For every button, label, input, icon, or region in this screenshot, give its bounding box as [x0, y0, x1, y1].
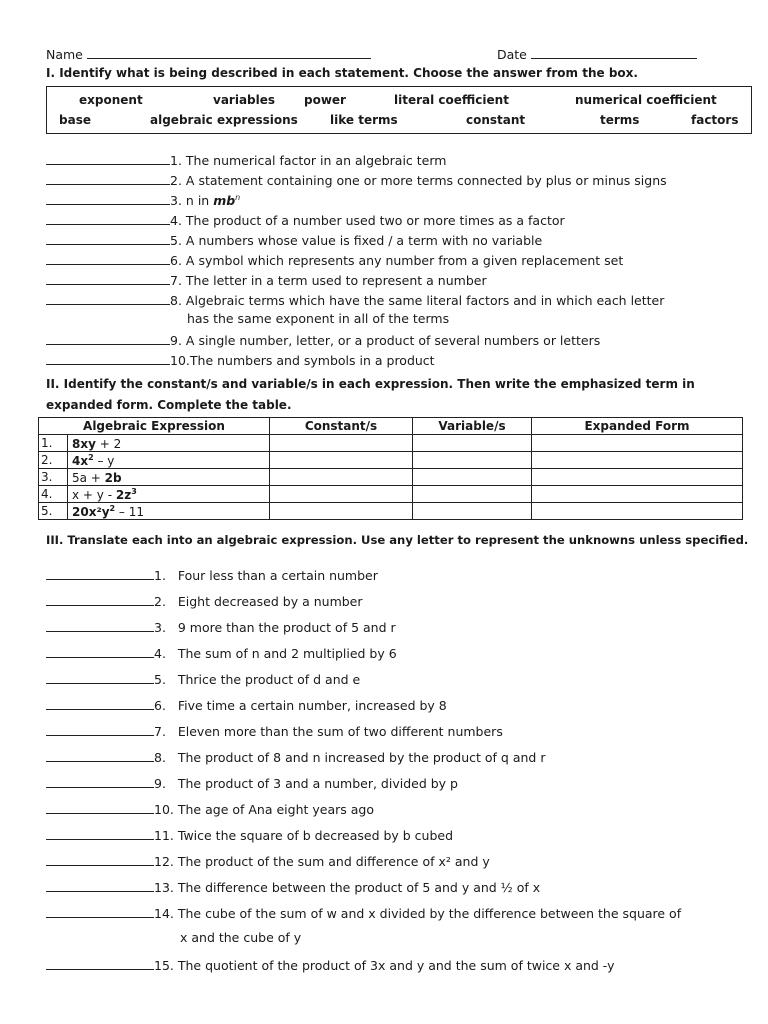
answer-blank[interactable]	[46, 351, 170, 365]
answer-blank[interactable]	[46, 618, 154, 632]
part1-item: 10.The numbers and symbols in a product	[46, 351, 435, 368]
table-row: 1. 8xy + 2	[39, 435, 743, 452]
part1-instruction: I. Identify what is being described in each statement. Choose the answer from the box.	[46, 66, 638, 80]
word-bank-item: constant	[466, 113, 526, 127]
answer-blank[interactable]	[46, 904, 154, 918]
date-line	[497, 46, 697, 62]
part2-instruction-2: expanded form. Complete the table.	[46, 398, 292, 412]
expression-cell: 5a + 2b	[68, 469, 270, 486]
answer-blank[interactable]	[46, 191, 170, 205]
part3-item: 12. The product of the sum and difference of x² and y	[46, 852, 490, 869]
variable-cell[interactable]	[413, 452, 532, 469]
expression-cell: $4x^2$ – y	[68, 452, 270, 469]
part3-item-continuation: x and the cube of y	[180, 930, 302, 945]
answer-blank[interactable]	[46, 670, 154, 684]
variable-cell[interactable]	[413, 469, 532, 486]
answer-blank[interactable]	[46, 722, 154, 736]
col-header: Expanded Form	[532, 418, 743, 435]
part3-instruction: III. Translate each into an algebraic expression. Use any letter to represent the unknowns unless specified.	[46, 533, 749, 547]
table-header-row	[39, 418, 743, 435]
answer-blank[interactable]	[46, 211, 170, 225]
part1-item: 2. A statement containing one or more terms connected by plus or minus signs	[46, 171, 667, 188]
part1-item: 3. n in $mb^n$	[46, 191, 240, 208]
part1-item-continuation: has the same exponent in all of the terms	[187, 311, 450, 326]
answer-blank[interactable]	[46, 231, 170, 245]
table-row: 3. 5a + 2b	[39, 469, 743, 486]
constant-cell[interactable]	[270, 452, 413, 469]
col-header: Variable/s	[413, 418, 532, 435]
part3-item: 10. The age of Ana eight years ago	[46, 800, 374, 817]
expression-cell: $x + y - 2z^3$	[68, 486, 270, 503]
word-bank-item: like terms	[330, 113, 398, 127]
word-bank-item: variables	[213, 93, 276, 107]
answer-blank[interactable]	[46, 291, 170, 305]
answer-blank[interactable]	[46, 956, 154, 970]
answer-blank[interactable]	[46, 171, 170, 185]
part3-item: 4. The sum of n and 2 multiplied by 6	[46, 644, 397, 661]
part2-instruction: II. Identify the constant/s and variable/s in each expression. Then write the emphasized term in	[46, 377, 695, 391]
word-bank-item: terms	[600, 113, 640, 127]
part1-item: 4. The product of a number used two or more times as a factor	[46, 211, 565, 228]
col-header: Algebraic Expression	[39, 418, 270, 435]
col-header: Constant/s	[270, 418, 413, 435]
part3-item: 15. The quotient of the product of 3x and y and the sum of twice x and -y	[46, 956, 615, 973]
variable-cell[interactable]	[413, 503, 532, 520]
expression-table	[38, 417, 743, 520]
answer-blank[interactable]	[46, 331, 170, 345]
table-row: 5. $20x^2y^2 - 11$	[39, 503, 743, 520]
part3-item: 1. Four less than a certain number	[46, 566, 378, 583]
date-field[interactable]	[531, 46, 697, 59]
part1-item: 5. A numbers whose value is fixed / a term with no variable	[46, 231, 542, 248]
answer-blank[interactable]	[46, 566, 154, 580]
part1-item: 1. The numerical factor in an algebraic term	[46, 151, 446, 168]
answer-blank[interactable]	[46, 800, 154, 814]
answer-blank[interactable]	[46, 826, 154, 840]
word-bank-item: literal coefficient	[394, 93, 509, 107]
part1-item: 6. A symbol which represents any number from a given replacement set	[46, 251, 623, 268]
table-row: 4. $x + y - 2z^3$	[39, 486, 743, 503]
date-label: Date	[497, 47, 527, 62]
part3-item: 5. Thrice the product of d and e	[46, 670, 360, 687]
constant-cell[interactable]	[270, 435, 413, 452]
part3-item: 8. The product of 8 and n increased by the product of q and r	[46, 748, 545, 765]
part3-item: 11. Twice the square of b decreased by b cubed	[46, 826, 453, 843]
part3-item: 9. The product of 3 and a number, divided by p	[46, 774, 458, 791]
name-field[interactable]	[87, 46, 371, 59]
part1-item: 9. A single number, letter, or a product of several numbers or letters	[46, 331, 600, 348]
word-bank-item: numerical coefficient	[575, 93, 717, 107]
expression-cell: 8xy + 2	[68, 435, 270, 452]
answer-blank[interactable]	[46, 644, 154, 658]
part3-item: 3. 9 more than the product of 5 and r	[46, 618, 396, 635]
part3-item: 2. Eight decreased by a number	[46, 592, 363, 609]
answer-blank[interactable]	[46, 774, 154, 788]
constant-cell[interactable]	[270, 469, 413, 486]
answer-blank[interactable]	[46, 878, 154, 892]
expanded-form-cell[interactable]	[532, 452, 743, 469]
answer-blank[interactable]	[46, 748, 154, 762]
part1-item: 8. Algebraic terms which have the same literal factors and in which each letter	[46, 291, 664, 308]
answer-blank[interactable]	[46, 696, 154, 710]
answer-blank[interactable]	[46, 251, 170, 265]
word-bank-box	[46, 86, 752, 134]
word-bank-item: base	[59, 113, 91, 127]
part1-item: 7. The letter in a term used to represent a number	[46, 271, 487, 288]
expanded-form-cell[interactable]	[532, 503, 743, 520]
answer-blank[interactable]	[46, 852, 154, 866]
answer-blank[interactable]	[46, 592, 154, 606]
variable-cell[interactable]	[413, 486, 532, 503]
constant-cell[interactable]	[270, 486, 413, 503]
word-bank-item: factors	[691, 113, 739, 127]
expanded-form-cell[interactable]	[532, 469, 743, 486]
expanded-form-cell[interactable]	[532, 486, 743, 503]
name-line	[46, 46, 371, 62]
word-bank-item: power	[304, 93, 346, 107]
expression-cell: $20x^2y^2 - 11$	[68, 503, 270, 520]
word-bank-item: algebraic expressions	[150, 113, 298, 127]
name-label: Name	[46, 47, 83, 62]
variable-cell[interactable]	[413, 435, 532, 452]
table-row: 2. $4x^2$ – y	[39, 452, 743, 469]
part3-item: 13. The difference between the product of 5 and y and ½ of x	[46, 878, 540, 895]
part3-item: 14. The cube of the sum of w and x divided by the difference between the square of	[46, 904, 681, 921]
part3-item: 7. Eleven more than the sum of two different numbers	[46, 722, 503, 739]
expanded-form-cell[interactable]	[532, 435, 743, 452]
constant-cell[interactable]	[270, 503, 413, 520]
answer-blank[interactable]	[46, 271, 170, 285]
part3-item: 6. Five time a certain number, increased by 8	[46, 696, 447, 713]
word-bank-item: exponent	[79, 93, 143, 107]
answer-blank[interactable]	[46, 151, 170, 165]
